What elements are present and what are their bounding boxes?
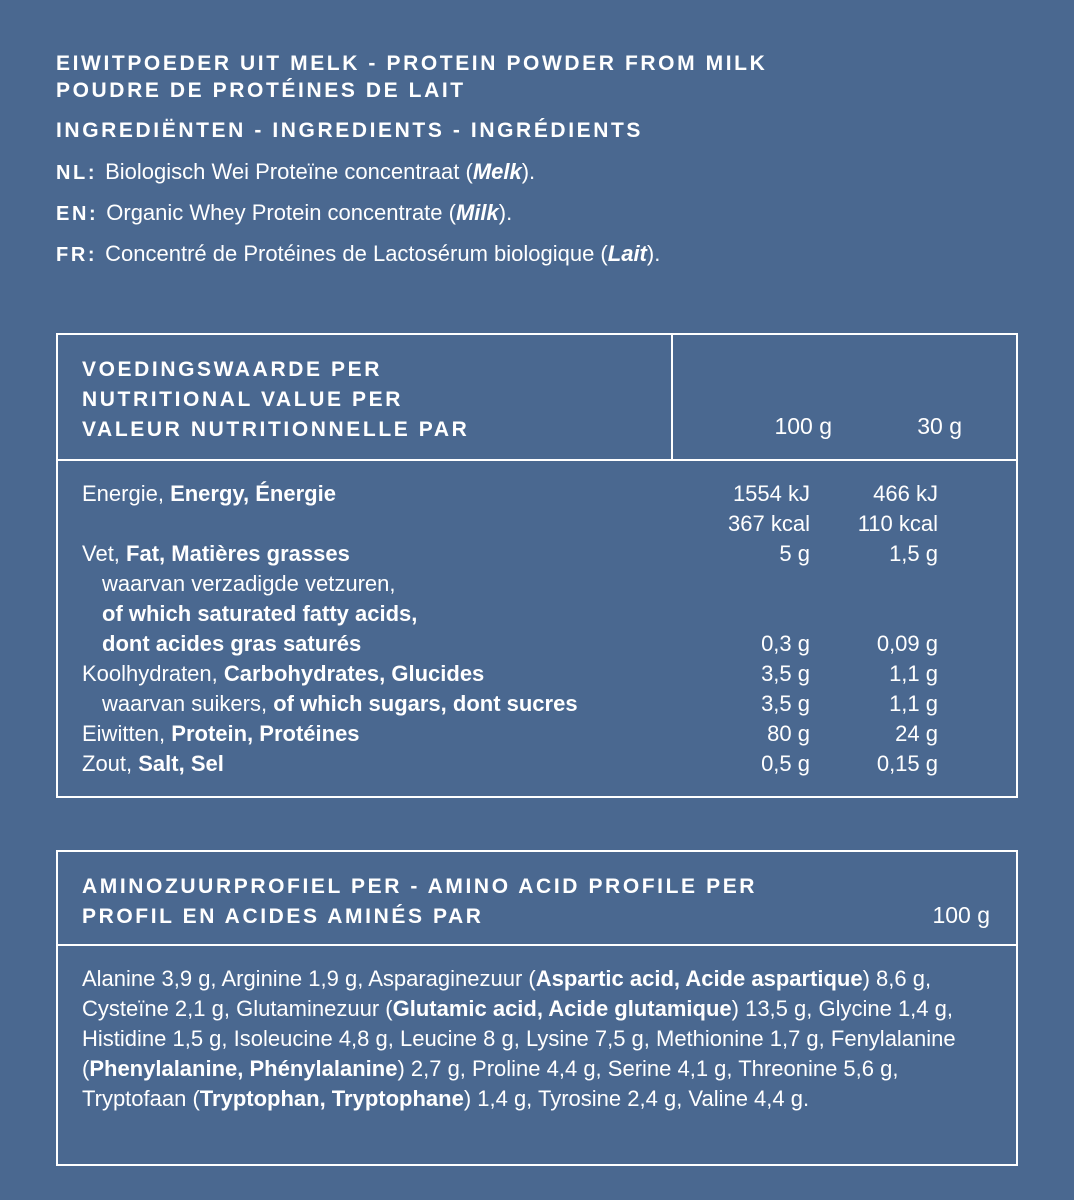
value-per-30g: 0,09 g — [876, 631, 938, 656]
ingredient-row — [56, 160, 1016, 185]
nutrient-label-en-fr: dont acides gras saturés — [102, 631, 362, 656]
nutrient-label — [102, 689, 578, 719]
value-per-30g: 1,1 g — [889, 661, 938, 686]
nutrition-table — [56, 333, 1018, 798]
value-per-30g: 1,1 g — [889, 691, 938, 716]
allergen: Milk — [455, 200, 499, 225]
nutrient-label-nl: waarvan verzadigde vetzuren, — [102, 571, 396, 596]
value-per-100g: 367 kcal — [728, 511, 810, 536]
amino-acid-translation: Phenylalanine, Phénylalanine — [89, 1056, 398, 1081]
column-header-30g: 30 g — [917, 413, 962, 439]
value-per-100g: 3,5 g — [761, 691, 810, 716]
nutrient-label-nl: Koolhydraten, — [82, 661, 224, 686]
ingredient-end: ). — [646, 241, 661, 266]
amino-acid-translation: Tryptophan, Tryptophane — [199, 1086, 464, 1111]
amino-acid-text: Alanine 3,9 g, Arginine 1,9 g, Asparaginezuur ( — [82, 966, 536, 991]
amino-acid-translation: Glutamic acid, Acide glutamique — [392, 996, 732, 1021]
language-code: EN: — [56, 203, 99, 225]
allergen: Lait — [607, 241, 647, 266]
value-per-100g: 3,5 g — [761, 661, 810, 686]
ingredient-row — [56, 242, 1016, 267]
ingredient-end: ). — [521, 159, 536, 184]
product-header — [56, 50, 1016, 267]
value-per-100g: 0,5 g — [761, 751, 810, 776]
nutrient-label-nl: Vet, — [82, 541, 127, 566]
amino-title-line-1: AMINOZUURPROFIEL PER - AMINO ACID PROFILE PER — [82, 875, 758, 898]
amino-acid-text: ) 1,4 g, Tyrosine 2,4 g, Valine 4,4 g. — [463, 1086, 810, 1111]
allergen: Melk — [472, 159, 522, 184]
nutrient-label-nl: Energie, — [82, 481, 171, 506]
nutrient-label — [102, 569, 396, 599]
ingredient-text: Biologisch Wei Proteïne concentraat ( — [105, 159, 473, 184]
header-divider — [671, 335, 673, 459]
nutrition-table-header — [58, 335, 1016, 461]
nutrition-title-nl: VOEDINGSWAARDE PER — [82, 358, 382, 381]
nutrient-label — [82, 719, 360, 749]
value-per-100g: 1554 kJ — [732, 481, 810, 506]
ingredient-text: Organic Whey Protein concentrate ( — [106, 200, 456, 225]
nutrient-label-en-fr: Energy, Énergie — [170, 481, 336, 506]
nutrient-label-en-fr: of which saturated fatty acids, — [102, 601, 418, 626]
nutrient-label-en-fr: Salt, Sel — [138, 751, 224, 776]
language-code: NL: — [56, 162, 98, 184]
value-per-30g: 466 kJ — [873, 481, 938, 506]
nutrient-label — [102, 629, 361, 659]
value-per-100g: 0,3 g — [761, 631, 810, 656]
nutrient-label-en-fr: Fat, Matières grasses — [126, 541, 350, 566]
nutrient-label — [82, 479, 336, 509]
ingredients-title: INGREDIËNTEN - INGREDIENTS - INGRÉDIENTS — [56, 119, 644, 142]
amino-acid-table — [56, 850, 1018, 1166]
ingredient-end: ). — [498, 200, 513, 225]
value-per-30g: 110 kcal — [857, 511, 938, 536]
amino-column-header-100g: 100 g — [932, 902, 990, 928]
nutrient-label-nl: Eiwitten, — [82, 721, 172, 746]
value-per-30g: 0,15 g — [876, 751, 938, 776]
nutrient-label-nl: waarvan suikers, — [102, 691, 274, 716]
nutrient-label-en-fr: Carbohydrates, Glucides — [223, 661, 485, 686]
amino-acid-text: ) 2,7 g, Proline 4,4 g, Serine 4,1 g, Threonine 5,6 g, Tryptofaan ( — [82, 1056, 899, 1111]
product-title-line-2: POUDRE DE PROTÉINES DE LAIT — [56, 79, 466, 102]
nutrition-title — [82, 355, 469, 445]
amino-acid-translation: Aspartic acid, Acide aspartique — [535, 966, 863, 991]
language-code: FR: — [56, 244, 98, 266]
amino-acid-text: ) 8,6 g, Cysteïne 2,1 g, Glutaminezuur ( — [82, 966, 932, 1021]
nutrition-title-fr: VALEUR NUTRITIONNELLE PAR — [82, 418, 470, 441]
ingredients-list — [56, 160, 1016, 267]
value-per-30g: 24 g — [895, 721, 938, 746]
amino-title — [82, 872, 757, 932]
nutrient-label — [82, 659, 484, 689]
nutrition-title-en: NUTRITIONAL VALUE PER — [82, 388, 403, 411]
nutrient-label — [102, 599, 417, 629]
amino-acid-profile-text — [82, 964, 992, 1114]
value-per-30g: 1,5 g — [889, 541, 938, 566]
nutrient-label-en-fr: Protein, Protéines — [171, 721, 360, 746]
nutrient-label-en-fr: of which sugars, dont sucres — [273, 691, 578, 716]
nutrient-label — [82, 539, 350, 569]
column-header-100g: 100 g — [774, 413, 832, 439]
amino-acid-text: ) 13,5 g, Glycine 1,4 g, Histidine 1,5 g, Isoleucine 4,8 g, Leucine 8 g, Lysine 7,5 g, Methionine 1,7 g, Fenylalanine ( — [82, 996, 956, 1081]
product-title-line-1: EIWITPOEDER UIT MELK - PROTEIN POWDER FROM MILK — [56, 52, 768, 75]
nutrient-label-nl: Zout, — [82, 751, 139, 776]
nutrient-label — [82, 749, 224, 779]
value-per-100g: 80 g — [767, 721, 810, 746]
amino-table-header — [58, 852, 1016, 946]
amino-title-line-2: PROFIL EN ACIDES AMINÉS PAR — [82, 905, 484, 928]
ingredient-row — [56, 201, 1016, 226]
ingredient-text: Concentré de Protéines de Lactosérum biologique ( — [105, 241, 608, 266]
value-per-100g: 5 g — [779, 541, 810, 566]
